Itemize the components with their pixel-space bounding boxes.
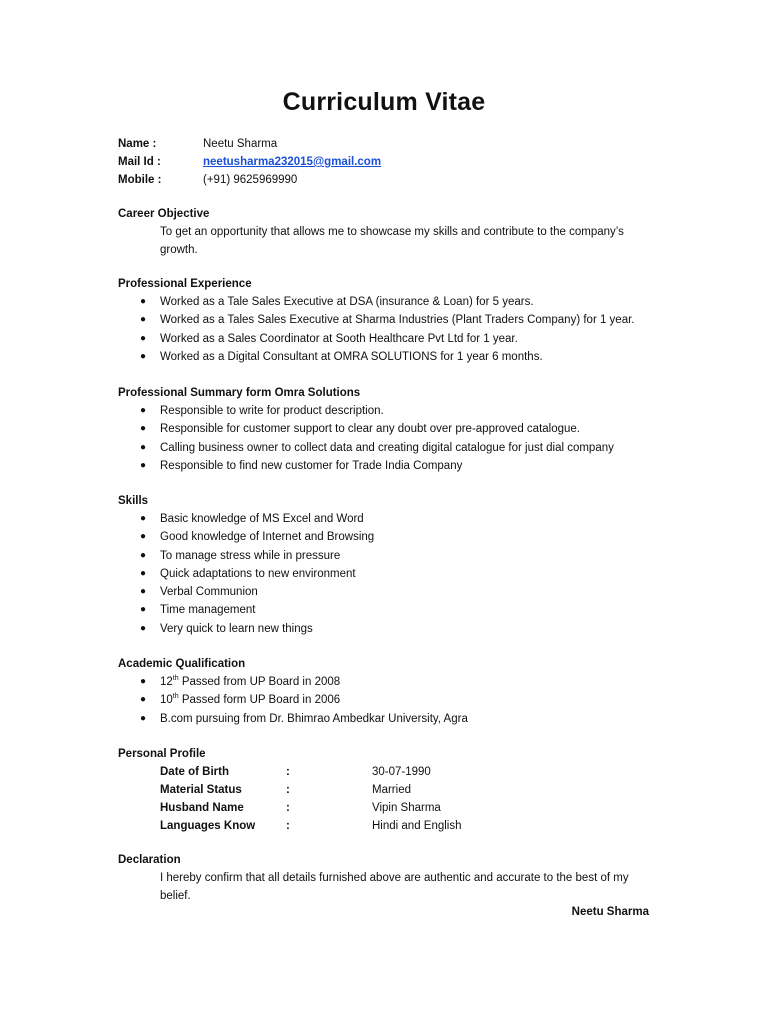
grade-number: 10 — [160, 694, 173, 707]
list-item-text: Quick adaptations to new environment — [160, 567, 356, 580]
skills-heading: Skills — [118, 495, 149, 507]
profile-key: Material Status — [160, 784, 242, 796]
profile-row — [118, 817, 658, 835]
list-item — [118, 528, 658, 546]
profile-heading: Personal Profile — [118, 748, 206, 760]
list-item — [118, 601, 658, 619]
mail-label: Mail Id : — [118, 156, 161, 168]
list-item-text: Worked as a Sales Coordinator at Sooth Healthcare Pvt Ltd for 1 year. — [160, 332, 518, 345]
profile-value: 30-07-1990 — [372, 766, 431, 778]
bullet-icon: ● — [140, 712, 147, 724]
name-value: Neetu Sharma — [203, 138, 278, 150]
signature: Neetu Sharma — [571, 906, 649, 918]
academic-list — [118, 673, 658, 728]
list-item-text: Worked as a Tales Sales Executive at Sharma Industries (Plant Traders Company) for 1 year. — [160, 314, 635, 327]
contact-name-row — [118, 135, 618, 153]
summary-section — [118, 384, 658, 475]
list-item-text: Responsible to write for product description. — [160, 405, 384, 417]
list-item-text: Calling business owner to collect data and creating digital catalogue for just dial company — [160, 441, 614, 454]
name-label: Name : — [118, 138, 157, 150]
mobile-value: (+91) 9625969990 — [203, 174, 298, 186]
list-item — [118, 565, 658, 583]
profile-row — [118, 799, 658, 817]
profile-key: Languages Know — [160, 820, 256, 832]
bullet-icon: ● — [140, 513, 147, 524]
contact-block — [118, 135, 618, 189]
list-item — [118, 439, 658, 457]
list-item-text: Verbal Communion — [160, 586, 258, 599]
mobile-label: Mobile : — [118, 174, 162, 186]
qualification-text: Passed form UP Board in 2006 — [178, 694, 341, 707]
bullet-icon: ● — [140, 676, 147, 687]
career-objective-section — [118, 205, 658, 259]
profile-colon: : — [286, 802, 290, 814]
career-objective-text: To get an opportunity that allows me to showcase my skills and contribute to the company’s growth. — [160, 226, 624, 256]
career-objective-heading: Career Objective — [118, 208, 210, 220]
list-item — [118, 348, 658, 366]
declaration-section — [118, 851, 658, 905]
list-item — [118, 311, 658, 329]
profile-key: Date of Birth — [160, 766, 229, 778]
qualification-text: B.com pursuing from Dr. Bhimrao Ambedkar University, Agra — [160, 712, 468, 725]
contact-mail-row — [118, 153, 618, 171]
bullet-icon: ● — [140, 423, 147, 435]
bullet-icon: ● — [140, 459, 147, 471]
list-item-text — [160, 713, 468, 725]
list-item — [118, 673, 658, 691]
bullet-icon: ● — [140, 332, 147, 344]
list-item — [118, 457, 658, 475]
list-item-text — [160, 694, 340, 706]
list-item-text — [160, 676, 340, 688]
list-item — [118, 583, 658, 601]
grade-suffix: th — [172, 675, 179, 683]
bullet-icon: ● — [140, 296, 147, 307]
summary-heading: Professional Summary form Omra Solutions — [118, 387, 361, 399]
profile-value: Vipin Sharma — [372, 802, 441, 814]
profile-value: Hindi and English — [372, 820, 462, 832]
list-item — [118, 420, 658, 438]
bullet-icon: ● — [140, 586, 147, 598]
qualification-text: Passed from UP Board in 2008 — [178, 676, 341, 688]
bullet-icon: ● — [140, 314, 147, 326]
bullet-icon: ● — [140, 405, 147, 416]
list-item-text: Worked as a Tale Sales Executive at DSA (insurance & Loan) for 5 years. — [160, 296, 534, 308]
declaration-heading: Declaration — [118, 854, 181, 866]
profile-row — [118, 763, 658, 781]
profile-colon: : — [286, 766, 290, 778]
bullet-icon: ● — [140, 531, 147, 543]
profile-colon: : — [286, 820, 290, 832]
list-item-text: Worked as a Digital Consultant at OMRA SOLUTIONS for 1 year 6 months. — [160, 350, 543, 363]
skills-list — [118, 510, 658, 638]
list-item — [118, 547, 658, 565]
contact-mobile-row — [118, 171, 618, 189]
personal-profile-section — [118, 745, 658, 835]
bullet-icon: ● — [140, 350, 147, 362]
profile-value: Married — [372, 784, 411, 796]
list-item-text: Responsible for customer support to clear any doubt over pre-approved catalogue. — [160, 423, 580, 436]
list-item-text: To manage stress while in pressure — [160, 549, 341, 562]
list-item — [118, 330, 658, 348]
academic-section — [118, 655, 658, 728]
list-item — [118, 691, 658, 709]
profile-row — [118, 781, 658, 799]
bullet-icon: ● — [140, 622, 147, 634]
list-item — [118, 510, 658, 528]
grade-number: 12 — [160, 676, 173, 688]
list-item-text: Basic knowledge of MS Excel and Word — [160, 513, 364, 525]
experience-list — [118, 293, 658, 366]
bullet-icon: ● — [140, 567, 147, 579]
summary-list — [118, 402, 658, 475]
bullet-icon: ● — [140, 441, 147, 453]
experience-heading: Professional Experience — [118, 278, 252, 290]
profile-rows — [118, 763, 658, 835]
list-item — [118, 710, 658, 728]
page-title: Curriculum Vitae — [282, 88, 486, 116]
list-item — [118, 293, 658, 311]
list-item-text: Time management — [160, 604, 256, 617]
list-item — [118, 402, 658, 420]
grade-suffix: th — [172, 693, 179, 701]
list-item-text: Very quick to learn new things — [160, 622, 313, 635]
profile-colon: : — [286, 784, 290, 796]
bullet-icon: ● — [140, 694, 147, 706]
list-item — [118, 620, 658, 638]
list-item-text: Responsible to find new customer for Trade India Company — [160, 459, 463, 472]
bullet-icon: ● — [140, 549, 147, 561]
bullet-icon: ● — [140, 604, 147, 616]
declaration-text: I hereby confirm that all details furnished above are authentic and accurate to the best of my belief. — [160, 872, 629, 902]
list-item-text: Good knowledge of Internet and Browsing — [160, 531, 375, 544]
email-link[interactable]: neetusharma232015@gmail.com — [203, 156, 382, 168]
profile-key: Husband Name — [160, 802, 244, 814]
experience-section — [118, 275, 658, 366]
academic-heading: Academic Qualification — [118, 658, 246, 670]
skills-section — [118, 492, 658, 638]
